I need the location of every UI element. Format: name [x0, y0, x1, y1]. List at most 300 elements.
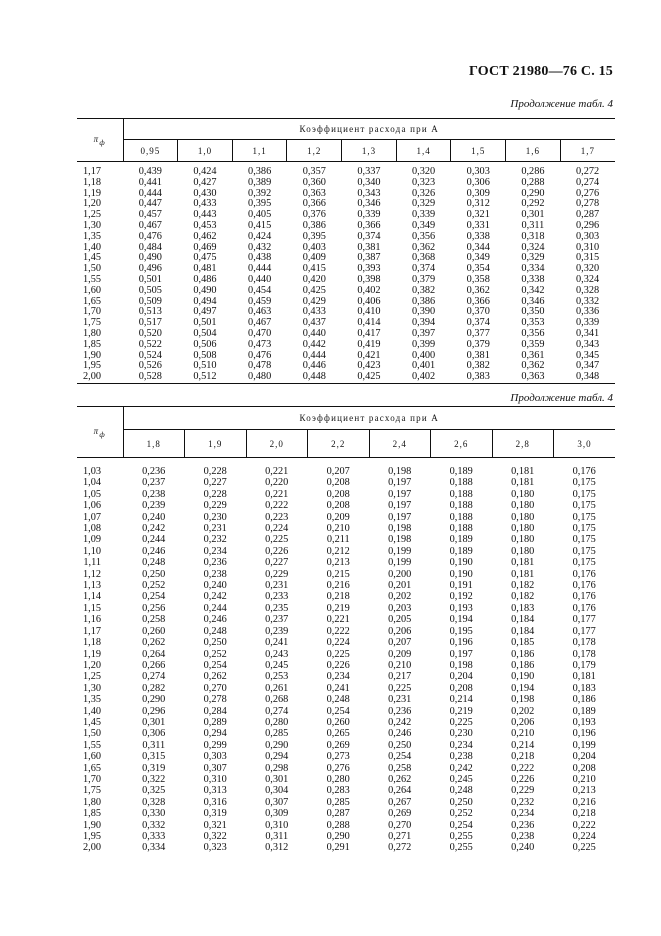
row-label-cell: 1,30 — [82, 219, 101, 231]
value-cell: 0,229 — [203, 500, 227, 512]
row-label-cell: 1,08 — [82, 523, 101, 535]
table2 — [77, 406, 615, 854]
value-cell: 0,334 — [142, 842, 166, 854]
table-row — [77, 763, 615, 774]
value-cell: 0,269 — [326, 739, 350, 751]
value-cell: 0,238 — [203, 568, 227, 580]
value-cell: 0,246 — [388, 728, 412, 740]
value-cell: 0,176 — [572, 580, 596, 592]
row-label-cell: 1,03 — [82, 466, 101, 477]
value-cell: 0,254 — [326, 705, 350, 717]
value-cell: 0,190 — [511, 671, 535, 683]
value-cell: 0,176 — [572, 568, 596, 580]
value-cell: 0,268 — [265, 694, 289, 706]
value-cell: 0,424 — [248, 230, 272, 242]
value-cell: 0,339 — [412, 209, 436, 221]
value-cell: 0,505 — [138, 284, 162, 296]
value-cell: 0,376 — [302, 209, 326, 221]
value-cell: 0,189 — [449, 466, 473, 477]
value-cell: 0,402 — [357, 284, 381, 296]
row-label-cell: 1,06 — [82, 500, 101, 512]
value-cell: 0,322 — [203, 831, 227, 842]
value-cell: 0,193 — [449, 602, 473, 614]
value-cell: 0,201 — [388, 580, 412, 592]
value-cell: 0,242 — [203, 591, 227, 603]
value-cell: 0,210 — [326, 523, 350, 535]
value-cell: 0,496 — [138, 263, 162, 275]
value-cell: 0,444 — [248, 263, 272, 275]
value-cell: 0,218 — [572, 808, 596, 820]
row-label-cell: 1,80 — [82, 796, 101, 808]
row-label-cell: 1,20 — [82, 198, 101, 210]
value-cell: 0,290 — [265, 739, 289, 751]
value-cell: 0,441 — [138, 176, 162, 188]
value-cell: 0,189 — [449, 545, 473, 557]
value-cell: 0,442 — [302, 338, 326, 350]
value-cell: 0,339 — [576, 317, 600, 329]
value-cell: 0,350 — [521, 306, 545, 318]
value-cell: 0,386 — [248, 166, 272, 177]
value-cell: 0,484 — [138, 241, 162, 253]
value-cell: 0,216 — [572, 796, 596, 808]
value-cell: 0,239 — [142, 500, 166, 512]
value-cell: 0,237 — [142, 477, 166, 489]
value-cell: 0,272 — [388, 842, 412, 854]
value-cell: 0,238 — [142, 488, 166, 500]
table-row — [77, 797, 615, 808]
table-row — [77, 523, 615, 534]
value-cell: 0,199 — [388, 545, 412, 557]
value-cell: 0,250 — [449, 796, 473, 808]
value-cell: 0,267 — [388, 796, 412, 808]
value-cell: 0,382 — [466, 360, 490, 372]
value-cell: 0,188 — [449, 477, 473, 489]
value-cell: 0,342 — [521, 284, 545, 296]
table1-column-header: 1,6 — [506, 140, 561, 162]
value-cell: 0,294 — [203, 728, 227, 740]
value-cell: 0,427 — [193, 176, 217, 188]
value-cell: 0,339 — [357, 209, 381, 221]
value-cell: 0,278 — [203, 694, 227, 706]
value-cell: 0,501 — [193, 317, 217, 329]
value-cell: 0,175 — [572, 534, 596, 546]
value-cell: 0,213 — [326, 557, 350, 569]
row-label-cell: 1,10 — [82, 545, 101, 557]
value-cell: 0,188 — [449, 511, 473, 523]
value-cell: 0,307 — [203, 762, 227, 774]
value-cell: 0,248 — [326, 694, 350, 706]
value-cell: 0,209 — [326, 511, 350, 523]
value-cell: 0,226 — [265, 545, 289, 557]
value-cell: 0,204 — [449, 671, 473, 683]
value-cell: 0,341 — [576, 327, 600, 339]
table-row — [77, 603, 615, 614]
value-cell: 0,318 — [521, 230, 545, 242]
value-cell: 0,210 — [511, 728, 535, 740]
value-cell: 0,178 — [572, 637, 596, 649]
row-label-cell: 1,55 — [82, 273, 101, 285]
value-cell: 0,462 — [193, 230, 217, 242]
value-cell: 0,233 — [265, 591, 289, 603]
value-cell: 0,425 — [342, 372, 397, 383]
table-row — [77, 614, 615, 625]
value-cell: 0,180 — [511, 488, 535, 500]
value-cell: 0,296 — [142, 705, 166, 717]
value-cell: 0,258 — [388, 762, 412, 774]
table1-group-header: Коэффициент расхода при A — [123, 119, 615, 140]
row-label-cell: 1,65 — [82, 762, 101, 774]
value-cell: 0,423 — [357, 360, 381, 372]
value-cell: 0,230 — [449, 728, 473, 740]
value-cell: 0,430 — [193, 187, 217, 199]
value-cell: 0,262 — [142, 637, 166, 649]
value-cell: 0,310 — [576, 241, 600, 253]
value-cell: 0,246 — [203, 614, 227, 626]
table-row — [77, 626, 615, 637]
value-cell: 0,322 — [142, 773, 166, 785]
value-cell: 0,225 — [572, 842, 596, 854]
value-cell: 0,303 — [203, 751, 227, 763]
row-label-cell: 1,09 — [82, 534, 101, 546]
value-cell: 0,198 — [388, 534, 412, 546]
value-cell: 0,344 — [466, 241, 490, 253]
value-cell: 0,494 — [193, 295, 217, 307]
value-cell: 0,354 — [466, 263, 490, 275]
value-cell: 0,377 — [466, 327, 490, 339]
value-cell: 0,225 — [265, 534, 289, 546]
table-row — [77, 671, 615, 682]
value-cell: 0,321 — [203, 819, 227, 831]
value-cell: 0,218 — [326, 591, 350, 603]
row-label-cell: 1,70 — [82, 306, 101, 318]
value-cell: 0,290 — [521, 187, 545, 199]
value-cell: 0,180 — [511, 523, 535, 535]
value-cell: 0,250 — [142, 568, 166, 580]
value-cell: 0,419 — [357, 338, 381, 350]
value-cell: 0,234 — [203, 545, 227, 557]
value-cell: 0,438 — [248, 252, 272, 264]
table1-column-header: 1,4 — [396, 140, 451, 162]
table-row — [77, 546, 615, 557]
value-cell: 0,274 — [265, 705, 289, 717]
value-cell: 0,331 — [466, 219, 490, 231]
value-cell: 0,307 — [265, 796, 289, 808]
table-row — [77, 569, 615, 580]
value-cell: 0,184 — [511, 614, 535, 626]
value-cell: 0,501 — [138, 273, 162, 285]
table2-continuation-caption: Продолжение табл. 4 — [510, 392, 613, 404]
value-cell: 0,312 — [265, 842, 289, 854]
value-cell: 0,255 — [449, 842, 473, 854]
value-cell: 0,476 — [138, 230, 162, 242]
value-cell: 0,390 — [412, 306, 436, 318]
value-cell: 0,273 — [326, 751, 350, 763]
table2-column-header: 2,0 — [246, 430, 308, 458]
value-cell: 0,346 — [357, 198, 381, 210]
value-cell: 0,324 — [521, 241, 545, 253]
value-cell: 0,200 — [388, 568, 412, 580]
value-cell: 0,231 — [388, 694, 412, 706]
row-label-cell: 1,60 — [82, 751, 101, 763]
value-cell: 0,210 — [572, 773, 596, 785]
value-cell: 0,301 — [142, 716, 166, 728]
value-cell: 0,242 — [142, 523, 166, 535]
value-cell: 0,189 — [572, 705, 596, 717]
value-cell: 0,343 — [357, 187, 381, 199]
value-cell: 0,181 — [511, 466, 535, 477]
value-cell: 0,381 — [466, 349, 490, 361]
value-cell: 0,337 — [357, 166, 381, 177]
value-cell: 0,401 — [412, 360, 436, 372]
row-label-cell: 1,17 — [82, 625, 101, 637]
value-cell: 0,244 — [142, 534, 166, 546]
value-cell: 0,311 — [142, 739, 166, 751]
value-cell: 0,193 — [572, 716, 596, 728]
row-label-cell: 1,04 — [82, 477, 101, 489]
value-cell: 0,508 — [193, 349, 217, 361]
value-cell: 0,226 — [326, 659, 350, 671]
table-row — [77, 232, 615, 243]
value-cell: 0,291 — [326, 842, 350, 854]
value-cell: 0,252 — [142, 580, 166, 592]
value-cell: 0,190 — [449, 557, 473, 569]
table-row — [77, 162, 615, 178]
value-cell: 0,194 — [511, 682, 535, 694]
value-cell: 0,216 — [326, 580, 350, 592]
table-row — [77, 831, 615, 842]
value-cell: 0,348 — [560, 372, 615, 383]
value-cell: 0,194 — [449, 614, 473, 626]
value-cell: 0,262 — [203, 671, 227, 683]
value-cell: 0,393 — [357, 263, 381, 275]
value-cell: 0,457 — [138, 209, 162, 221]
value-cell: 0,346 — [521, 295, 545, 307]
value-cell: 0,197 — [449, 648, 473, 660]
value-cell: 0,386 — [302, 219, 326, 231]
value-cell: 0,329 — [412, 198, 436, 210]
value-cell: 0,324 — [576, 273, 600, 285]
value-cell: 0,254 — [449, 819, 473, 831]
value-cell: 0,359 — [521, 338, 545, 350]
value-cell: 0,439 — [138, 166, 162, 177]
value-cell: 0,311 — [265, 831, 289, 842]
value-cell: 0,175 — [572, 545, 596, 557]
value-cell: 0,198 — [388, 523, 412, 535]
value-cell: 0,269 — [388, 808, 412, 820]
value-cell: 0,221 — [326, 614, 350, 626]
value-cell: 0,370 — [466, 306, 490, 318]
value-cell: 0,490 — [138, 252, 162, 264]
value-cell: 0,240 — [511, 842, 535, 854]
value-cell: 0,224 — [326, 637, 350, 649]
row-label-cell: 1,15 — [82, 602, 101, 614]
value-cell: 0,236 — [388, 705, 412, 717]
value-cell: 0,306 — [466, 176, 490, 188]
value-cell: 0,206 — [388, 625, 412, 637]
value-cell: 0,513 — [138, 306, 162, 318]
value-cell: 0,287 — [576, 209, 600, 221]
value-cell: 0,248 — [142, 557, 166, 569]
value-cell: 0,265 — [326, 728, 350, 740]
value-cell: 0,497 — [193, 306, 217, 318]
value-cell: 0,278 — [576, 198, 600, 210]
value-cell: 0,252 — [203, 648, 227, 660]
value-cell: 0,395 — [302, 230, 326, 242]
value-cell: 0,264 — [388, 785, 412, 797]
value-cell: 0,478 — [248, 360, 272, 372]
value-cell: 0,316 — [203, 796, 227, 808]
value-cell: 0,235 — [265, 602, 289, 614]
table2-column-header: 2,4 — [369, 430, 431, 458]
value-cell: 0,256 — [142, 602, 166, 614]
value-cell: 0,192 — [449, 591, 473, 603]
value-cell: 0,292 — [521, 198, 545, 210]
value-cell: 0,510 — [193, 360, 217, 372]
value-cell: 0,323 — [203, 842, 227, 854]
row-label-cell: 2,00 — [77, 372, 123, 383]
value-cell: 0,264 — [142, 648, 166, 660]
value-cell: 0,286 — [521, 166, 545, 177]
value-cell: 0,208 — [449, 682, 473, 694]
row-label-cell: 1,14 — [82, 591, 101, 603]
value-cell: 0,299 — [203, 739, 227, 751]
table-row — [77, 178, 615, 189]
value-cell: 0,395 — [248, 198, 272, 210]
value-cell: 0,180 — [511, 500, 535, 512]
value-cell: 0,215 — [326, 568, 350, 580]
table-row — [77, 649, 615, 660]
row-label-cell: 1,40 — [82, 705, 101, 717]
row-label-cell: 2,00 — [82, 842, 101, 854]
value-cell: 0,222 — [572, 819, 596, 831]
value-cell: 0,199 — [572, 739, 596, 751]
value-cell: 0,429 — [302, 295, 326, 307]
value-cell: 0,463 — [248, 306, 272, 318]
value-cell: 0,480 — [232, 372, 287, 383]
value-cell: 0,271 — [388, 831, 412, 842]
table1-column-header: 1,3 — [342, 140, 397, 162]
value-cell: 0,175 — [572, 523, 596, 535]
value-cell: 0,363 — [506, 372, 561, 383]
value-cell: 0,433 — [302, 306, 326, 318]
value-cell: 0,398 — [357, 273, 381, 285]
value-cell: 0,175 — [572, 488, 596, 500]
row-label-cell: 1,70 — [82, 773, 101, 785]
table1-column-header: 1,7 — [560, 140, 615, 162]
value-cell: 0,526 — [138, 360, 162, 372]
value-cell: 0,425 — [302, 284, 326, 296]
table2-column-header: 2,2 — [308, 430, 370, 458]
value-cell: 0,232 — [511, 796, 535, 808]
value-cell: 0,323 — [412, 176, 436, 188]
value-cell: 0,190 — [449, 568, 473, 580]
value-cell: 0,270 — [388, 819, 412, 831]
value-cell: 0,238 — [449, 751, 473, 763]
value-cell: 0,186 — [572, 694, 596, 706]
value-cell: 0,366 — [302, 198, 326, 210]
value-cell: 0,179 — [572, 659, 596, 671]
value-cell: 0,444 — [302, 349, 326, 361]
value-cell: 0,203 — [388, 602, 412, 614]
table-row — [77, 785, 615, 796]
value-cell: 0,186 — [511, 659, 535, 671]
value-cell: 0,433 — [193, 198, 217, 210]
value-cell: 0,180 — [511, 511, 535, 523]
row-label-cell: 1,95 — [82, 360, 101, 372]
value-cell: 0,222 — [265, 500, 289, 512]
value-cell: 0,213 — [572, 785, 596, 797]
row-label-cell: 1,45 — [82, 716, 101, 728]
value-cell: 0,186 — [511, 648, 535, 660]
value-cell: 0,397 — [412, 327, 436, 339]
value-cell: 0,254 — [388, 751, 412, 763]
value-cell: 0,234 — [511, 808, 535, 820]
value-cell: 0,304 — [265, 785, 289, 797]
value-cell: 0,470 — [248, 327, 272, 339]
value-cell: 0,420 — [302, 273, 326, 285]
value-cell: 0,266 — [142, 659, 166, 671]
value-cell: 0,362 — [521, 360, 545, 372]
value-cell: 0,415 — [248, 219, 272, 231]
value-cell: 0,181 — [511, 557, 535, 569]
value-cell: 0,446 — [302, 360, 326, 372]
value-cell: 0,221 — [265, 466, 289, 477]
value-cell: 0,447 — [138, 198, 162, 210]
value-cell: 0,217 — [388, 671, 412, 683]
table-row — [77, 751, 615, 762]
row-label-cell: 1,20 — [82, 659, 101, 671]
row-label-cell: 1,18 — [82, 637, 101, 649]
value-cell: 0,202 — [388, 591, 412, 603]
row-label-cell: 1,40 — [82, 241, 101, 253]
value-cell: 0,294 — [265, 751, 289, 763]
value-cell: 0,311 — [521, 219, 545, 231]
value-cell: 0,406 — [357, 295, 381, 307]
row-label-cell: 1,95 — [82, 831, 101, 842]
value-cell: 0,332 — [576, 295, 600, 307]
value-cell: 0,234 — [449, 739, 473, 751]
value-cell: 0,228 — [203, 466, 227, 477]
table1-column-header: 1,1 — [232, 140, 287, 162]
value-cell: 0,220 — [265, 477, 289, 489]
table-row — [77, 740, 615, 751]
value-cell: 0,209 — [388, 648, 412, 660]
value-cell: 0,290 — [326, 831, 350, 842]
value-cell: 0,175 — [572, 477, 596, 489]
value-cell: 0,366 — [357, 219, 381, 231]
value-cell: 0,459 — [248, 295, 272, 307]
value-cell: 0,506 — [193, 338, 217, 350]
value-cell: 0,475 — [193, 252, 217, 264]
value-cell: 0,175 — [572, 557, 596, 569]
value-cell: 0,453 — [193, 219, 217, 231]
value-cell: 0,227 — [203, 477, 227, 489]
value-cell: 0,382 — [412, 284, 436, 296]
value-cell: 0,231 — [265, 580, 289, 592]
value-cell: 0,328 — [142, 796, 166, 808]
row-label-cell: 1,30 — [82, 682, 101, 694]
value-cell: 0,274 — [576, 176, 600, 188]
value-cell: 0,210 — [388, 659, 412, 671]
value-cell: 0,260 — [326, 716, 350, 728]
value-cell: 0,288 — [326, 819, 350, 831]
value-cell: 0,280 — [265, 716, 289, 728]
value-cell: 0,338 — [521, 273, 545, 285]
value-cell: 0,242 — [449, 762, 473, 774]
value-cell: 0,321 — [466, 209, 490, 221]
value-cell: 0,409 — [302, 252, 326, 264]
value-cell: 0,361 — [521, 349, 545, 361]
